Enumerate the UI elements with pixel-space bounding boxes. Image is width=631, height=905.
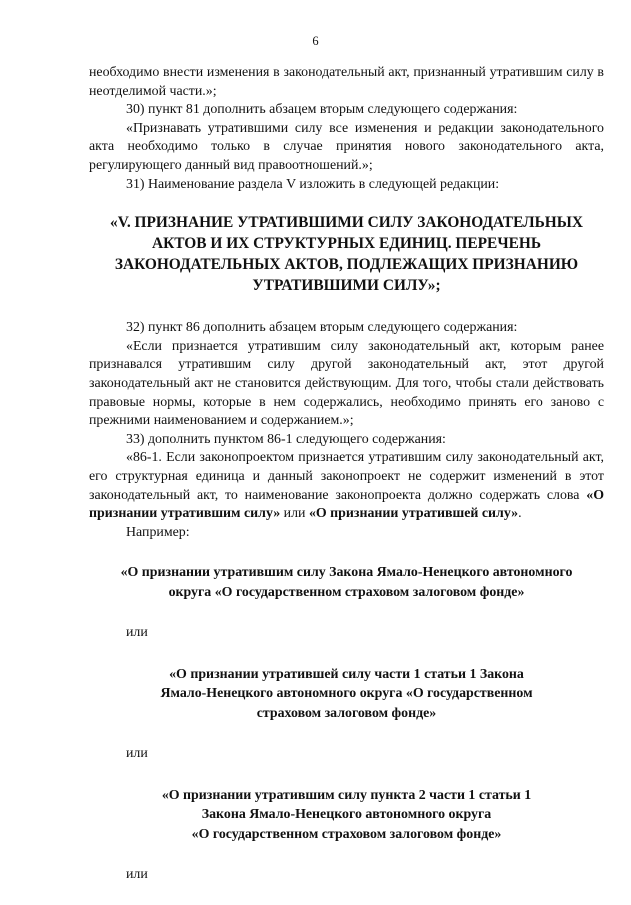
paragraph-quote-86: «Если признается утратившим силу законодательный акт, которым ранее признавался утратившим силу другой законодательный акт, этот другой законодательный акт не становится действующим. Для того, чтобы стали действовать правовые нормы, которые в нем содержались, необходимо принять его заново с прежними наименованием и содержанием.»;: [89, 338, 604, 429]
paragraph-86-1-text: «86-1. Если законопроектом признается утратившим силу законодательный акт, его структурная единица и данный законопроект не содержит изменений в этот законодательный акт, то наименование законопроекта должно содержать слова: [89, 450, 604, 503]
paragraph-86-1-bold-2: «О признании утратившей силу»: [308, 506, 519, 522]
example-1-line-2: округа «О государственном страховом залоговом фонде»: [168, 584, 525, 600]
example-3-line-1: «О признании утратившим силу пункта 2 части 1 статьи 1: [161, 787, 532, 803]
paragraph-86-1-end: .: [518, 506, 522, 522]
page-number: 6: [312, 34, 319, 48]
example-1-line-1: «О признании утратившим силу Закона Ямало-Ненецкого автономного: [120, 565, 573, 581]
example-2-line-1: «О признании утратившей силу части 1 статьи 1 Закона: [169, 666, 524, 682]
paragraph-example-intro: Например:: [126, 524, 190, 540]
paragraph-item-30: 30) пункт 81 дополнить абзацем вторым следующего содержания:: [126, 102, 518, 118]
paragraph-continuation: необходимо внести изменения в законодательный акт, признанный утратившим силу в неотделимой части.»;: [89, 65, 604, 99]
example-title-3: [89, 786, 604, 845]
example-3-line-2: Закона Ямало-Ненецкого автономного округа: [201, 807, 492, 823]
connector-or-3: или: [126, 867, 148, 883]
paragraph-quote-86-1: [89, 449, 604, 523]
connector-or-1: или: [126, 625, 148, 641]
page-content: [89, 64, 604, 885]
paragraph-86-1-or: или: [280, 506, 309, 522]
section-heading: «V. ПРИЗНАНИЕ УТРАТИВШИМИ СИЛУ ЗАКОНОДАТЕЛЬНЫХ АКТОВ И ИХ СТРУКТУРНЫХ ЕДИНИЦ. ПЕРЕЧЕНЬ ЗАКОНОДАТЕЛЬНЫХ АКТОВ, ПОДЛЕЖАЩИХ ПРИЗНАНИЮ УТРАТИВШИМИ СИЛУ»;: [110, 214, 583, 295]
example-2-line-3: страховом залоговом фонде»: [256, 705, 437, 721]
paragraph-86-1-bold-1: «О признании утратившим силу»: [89, 487, 604, 522]
paragraph-item-31: 31) Наименование раздела V изложить в следующей редакции:: [126, 176, 500, 192]
example-title-2: [89, 665, 604, 724]
connector-or-2: или: [126, 746, 148, 762]
example-3-line-3: «О государственном страховом залоговом фонде»: [191, 826, 502, 842]
example-2-line-2: Ямало-Ненецкого автономного округа «О государственном: [160, 686, 533, 702]
paragraph-quote-81: «Признавать утратившими силу все изменения и редакции законодательного акта необходимо только в случае принятия нового законодательного акта, регулирующего данный вид правоотношений.»;: [89, 120, 604, 173]
paragraph-item-33: 33) дополнить пунктом 86-1 следующего содержания:: [126, 431, 446, 447]
example-title-1: [89, 563, 604, 602]
paragraph-item-32: 32) пункт 86 дополнить абзацем вторым следующего содержания:: [126, 320, 518, 336]
